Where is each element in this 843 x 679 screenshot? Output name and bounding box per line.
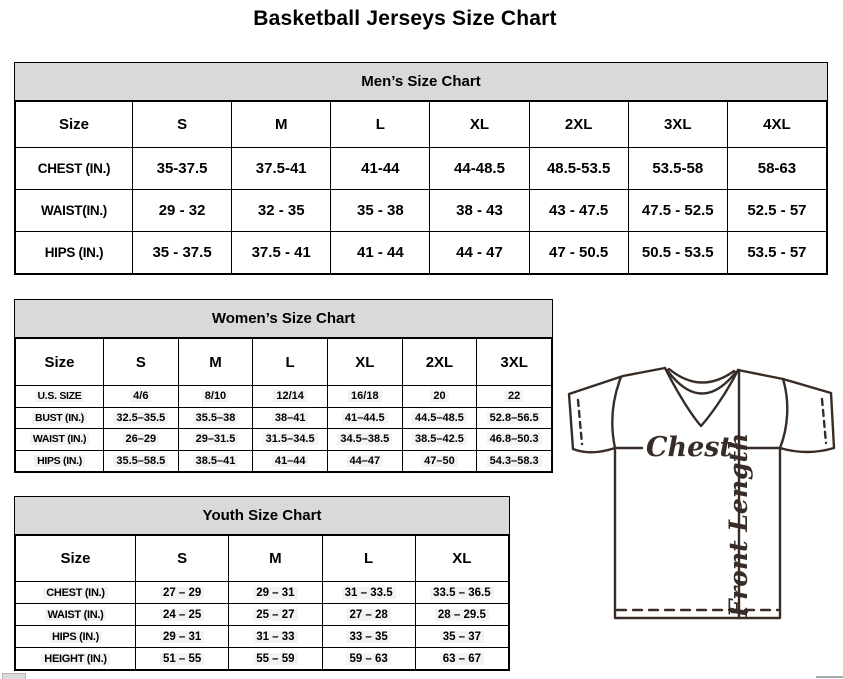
- column-header-xl: XL: [415, 536, 508, 582]
- row-label: U.S. SIZE: [16, 386, 104, 408]
- size-value-cell: 35 - 38: [331, 190, 430, 232]
- table-row: [16, 148, 827, 190]
- right-sleeve-seam: [780, 379, 787, 448]
- column-header-3xl: 3XL: [628, 102, 727, 148]
- size-value-cell: 31.5–34.5: [253, 429, 328, 451]
- mens-header-row: [16, 102, 827, 148]
- size-value-cell: 37.5-41: [232, 148, 331, 190]
- page-edge-fragment-left: [2, 673, 26, 679]
- column-header-m: M: [229, 536, 322, 582]
- column-header-s: S: [133, 102, 232, 148]
- size-value-cell: 29 – 31: [229, 582, 322, 604]
- size-value-cell: 38 - 43: [430, 190, 529, 232]
- row-label: CHEST (IN.): [16, 582, 136, 604]
- youth-header-row: [16, 536, 509, 582]
- table-row: [16, 450, 552, 472]
- size-value-cell: 22: [477, 386, 552, 408]
- column-header-2xl: 2XL: [402, 339, 477, 386]
- size-value-cell: 27 – 28: [322, 604, 415, 626]
- column-header-s: S: [136, 536, 229, 582]
- size-value-cell: 41-44: [331, 148, 430, 190]
- column-header-size: Size: [16, 339, 104, 386]
- page-title: Basketball Jerseys Size Chart: [253, 7, 557, 30]
- size-value-cell: 32 - 35: [232, 190, 331, 232]
- page-edge-fragment-right: [816, 676, 843, 678]
- womens-header-row: [16, 339, 552, 386]
- row-label: WAIST (IN.): [16, 604, 136, 626]
- womens-size-chart-title: Women’s Size Chart: [15, 300, 552, 338]
- column-header-l: L: [322, 536, 415, 582]
- row-label: WAIST(IN.): [16, 190, 133, 232]
- row-label: HIPS (IN.): [16, 450, 104, 472]
- row-label: BUST (IN.): [16, 407, 104, 429]
- size-value-cell: 28 – 29.5: [415, 604, 508, 626]
- size-value-cell: 47.5 - 52.5: [628, 190, 727, 232]
- row-label: HEIGHT (IN.): [16, 648, 136, 670]
- size-value-cell: 31 – 33.5: [322, 582, 415, 604]
- column-header-s: S: [104, 339, 179, 386]
- size-value-cell: 43 - 47.5: [529, 190, 628, 232]
- size-value-cell: 37.5 - 41: [232, 232, 331, 274]
- size-value-cell: 54.3–58.3: [477, 450, 552, 472]
- size-value-cell: 51 – 55: [136, 648, 229, 670]
- column-header-size: Size: [16, 102, 133, 148]
- table-row: [16, 582, 509, 604]
- collar-band-top: [669, 369, 734, 383]
- table-row: [16, 190, 827, 232]
- table-row: [16, 232, 827, 274]
- size-value-cell: 16/18: [327, 386, 402, 408]
- size-value-cell: 35.5–38: [178, 407, 253, 429]
- row-label: HIPS (IN.): [16, 626, 136, 648]
- size-value-cell: 47–50: [402, 450, 477, 472]
- size-value-cell: 29 - 32: [133, 190, 232, 232]
- size-value-cell: 25 – 27: [229, 604, 322, 626]
- column-header-size: Size: [16, 536, 136, 582]
- size-value-cell: 33.5 – 36.5: [415, 582, 508, 604]
- youth-size-table: [15, 535, 509, 670]
- table-row: [16, 648, 509, 670]
- size-value-cell: 41–44: [253, 450, 328, 472]
- size-value-cell: 63 – 67: [415, 648, 508, 670]
- mens-size-chart: [14, 62, 828, 275]
- column-header-l: L: [253, 339, 328, 386]
- womens-size-chart: [14, 299, 553, 473]
- column-header-2xl: 2XL: [529, 102, 628, 148]
- size-value-cell: 35 - 37.5: [133, 232, 232, 274]
- size-value-cell: 29 – 31: [136, 626, 229, 648]
- size-value-cell: 38.5–42.5: [402, 429, 477, 451]
- size-value-cell: 44–47: [327, 450, 402, 472]
- size-value-cell: 52.8–56.5: [477, 407, 552, 429]
- right-cuff-dashed-line: [822, 399, 826, 443]
- size-value-cell: 35.5–58.5: [104, 450, 179, 472]
- row-label: CHEST (IN.): [16, 148, 133, 190]
- size-value-cell: 31 – 33: [229, 626, 322, 648]
- womens-size-table: [15, 338, 552, 472]
- column-header-l: L: [331, 102, 430, 148]
- jersey-measurement-diagram: [563, 360, 841, 626]
- left-sleeve-seam: [612, 377, 621, 448]
- row-label: WAIST (IN.): [16, 429, 104, 451]
- size-value-cell: 44.5–48.5: [402, 407, 477, 429]
- size-value-cell: 35 – 37: [415, 626, 508, 648]
- size-value-cell: 46.8–50.3: [477, 429, 552, 451]
- size-value-cell: 55 – 59: [229, 648, 322, 670]
- size-value-cell: 58-63: [727, 148, 826, 190]
- size-value-cell: 44-48.5: [430, 148, 529, 190]
- column-header-m: M: [178, 339, 253, 386]
- table-row: [16, 386, 552, 408]
- size-value-cell: 50.5 - 53.5: [628, 232, 727, 274]
- size-value-cell: 48.5-53.5: [529, 148, 628, 190]
- size-value-cell: 4/6: [104, 386, 179, 408]
- size-value-cell: 41–44.5: [327, 407, 402, 429]
- size-value-cell: 47 - 50.5: [529, 232, 628, 274]
- size-value-cell: 38.5–41: [178, 450, 253, 472]
- size-value-cell: 53.5-58: [628, 148, 727, 190]
- left-cuff-dashed-line: [578, 400, 582, 444]
- column-header-m: M: [232, 102, 331, 148]
- column-header-xl: XL: [430, 102, 529, 148]
- size-value-cell: 52.5 - 57: [727, 190, 826, 232]
- jersey-outline: [569, 368, 834, 618]
- size-value-cell: 27 – 29: [136, 582, 229, 604]
- mens-size-table: [15, 101, 827, 274]
- size-value-cell: 34.5–38.5: [327, 429, 402, 451]
- youth-size-chart: [14, 496, 510, 671]
- table-row: [16, 407, 552, 429]
- size-value-cell: 24 – 25: [136, 604, 229, 626]
- youth-size-chart-title: Youth Size Chart: [15, 497, 509, 535]
- table-row: [16, 604, 509, 626]
- mens-size-chart-title: Men’s Size Chart: [15, 63, 827, 101]
- row-label: HIPS (IN.): [16, 232, 133, 274]
- column-header-3xl: 3XL: [477, 339, 552, 386]
- size-value-cell: 59 – 63: [322, 648, 415, 670]
- size-value-cell: 8/10: [178, 386, 253, 408]
- column-header-xl: XL: [327, 339, 402, 386]
- size-value-cell: 29–31.5: [178, 429, 253, 451]
- jersey-diagram-icon: [563, 360, 841, 626]
- chest-label: Chest: [646, 432, 732, 463]
- front-length-label: Front Length: [724, 432, 753, 618]
- size-value-cell: 41 - 44: [331, 232, 430, 274]
- table-row: [16, 626, 509, 648]
- size-value-cell: 26–29: [104, 429, 179, 451]
- size-value-cell: 53.5 - 57: [727, 232, 826, 274]
- size-value-cell: 38–41: [253, 407, 328, 429]
- size-value-cell: 32.5–35.5: [104, 407, 179, 429]
- size-value-cell: 12/14: [253, 386, 328, 408]
- table-row: [16, 429, 552, 451]
- size-value-cell: 44 - 47: [430, 232, 529, 274]
- size-value-cell: 33 – 35: [322, 626, 415, 648]
- size-value-cell: 20: [402, 386, 477, 408]
- column-header-4xl: 4XL: [727, 102, 826, 148]
- size-value-cell: 35-37.5: [133, 148, 232, 190]
